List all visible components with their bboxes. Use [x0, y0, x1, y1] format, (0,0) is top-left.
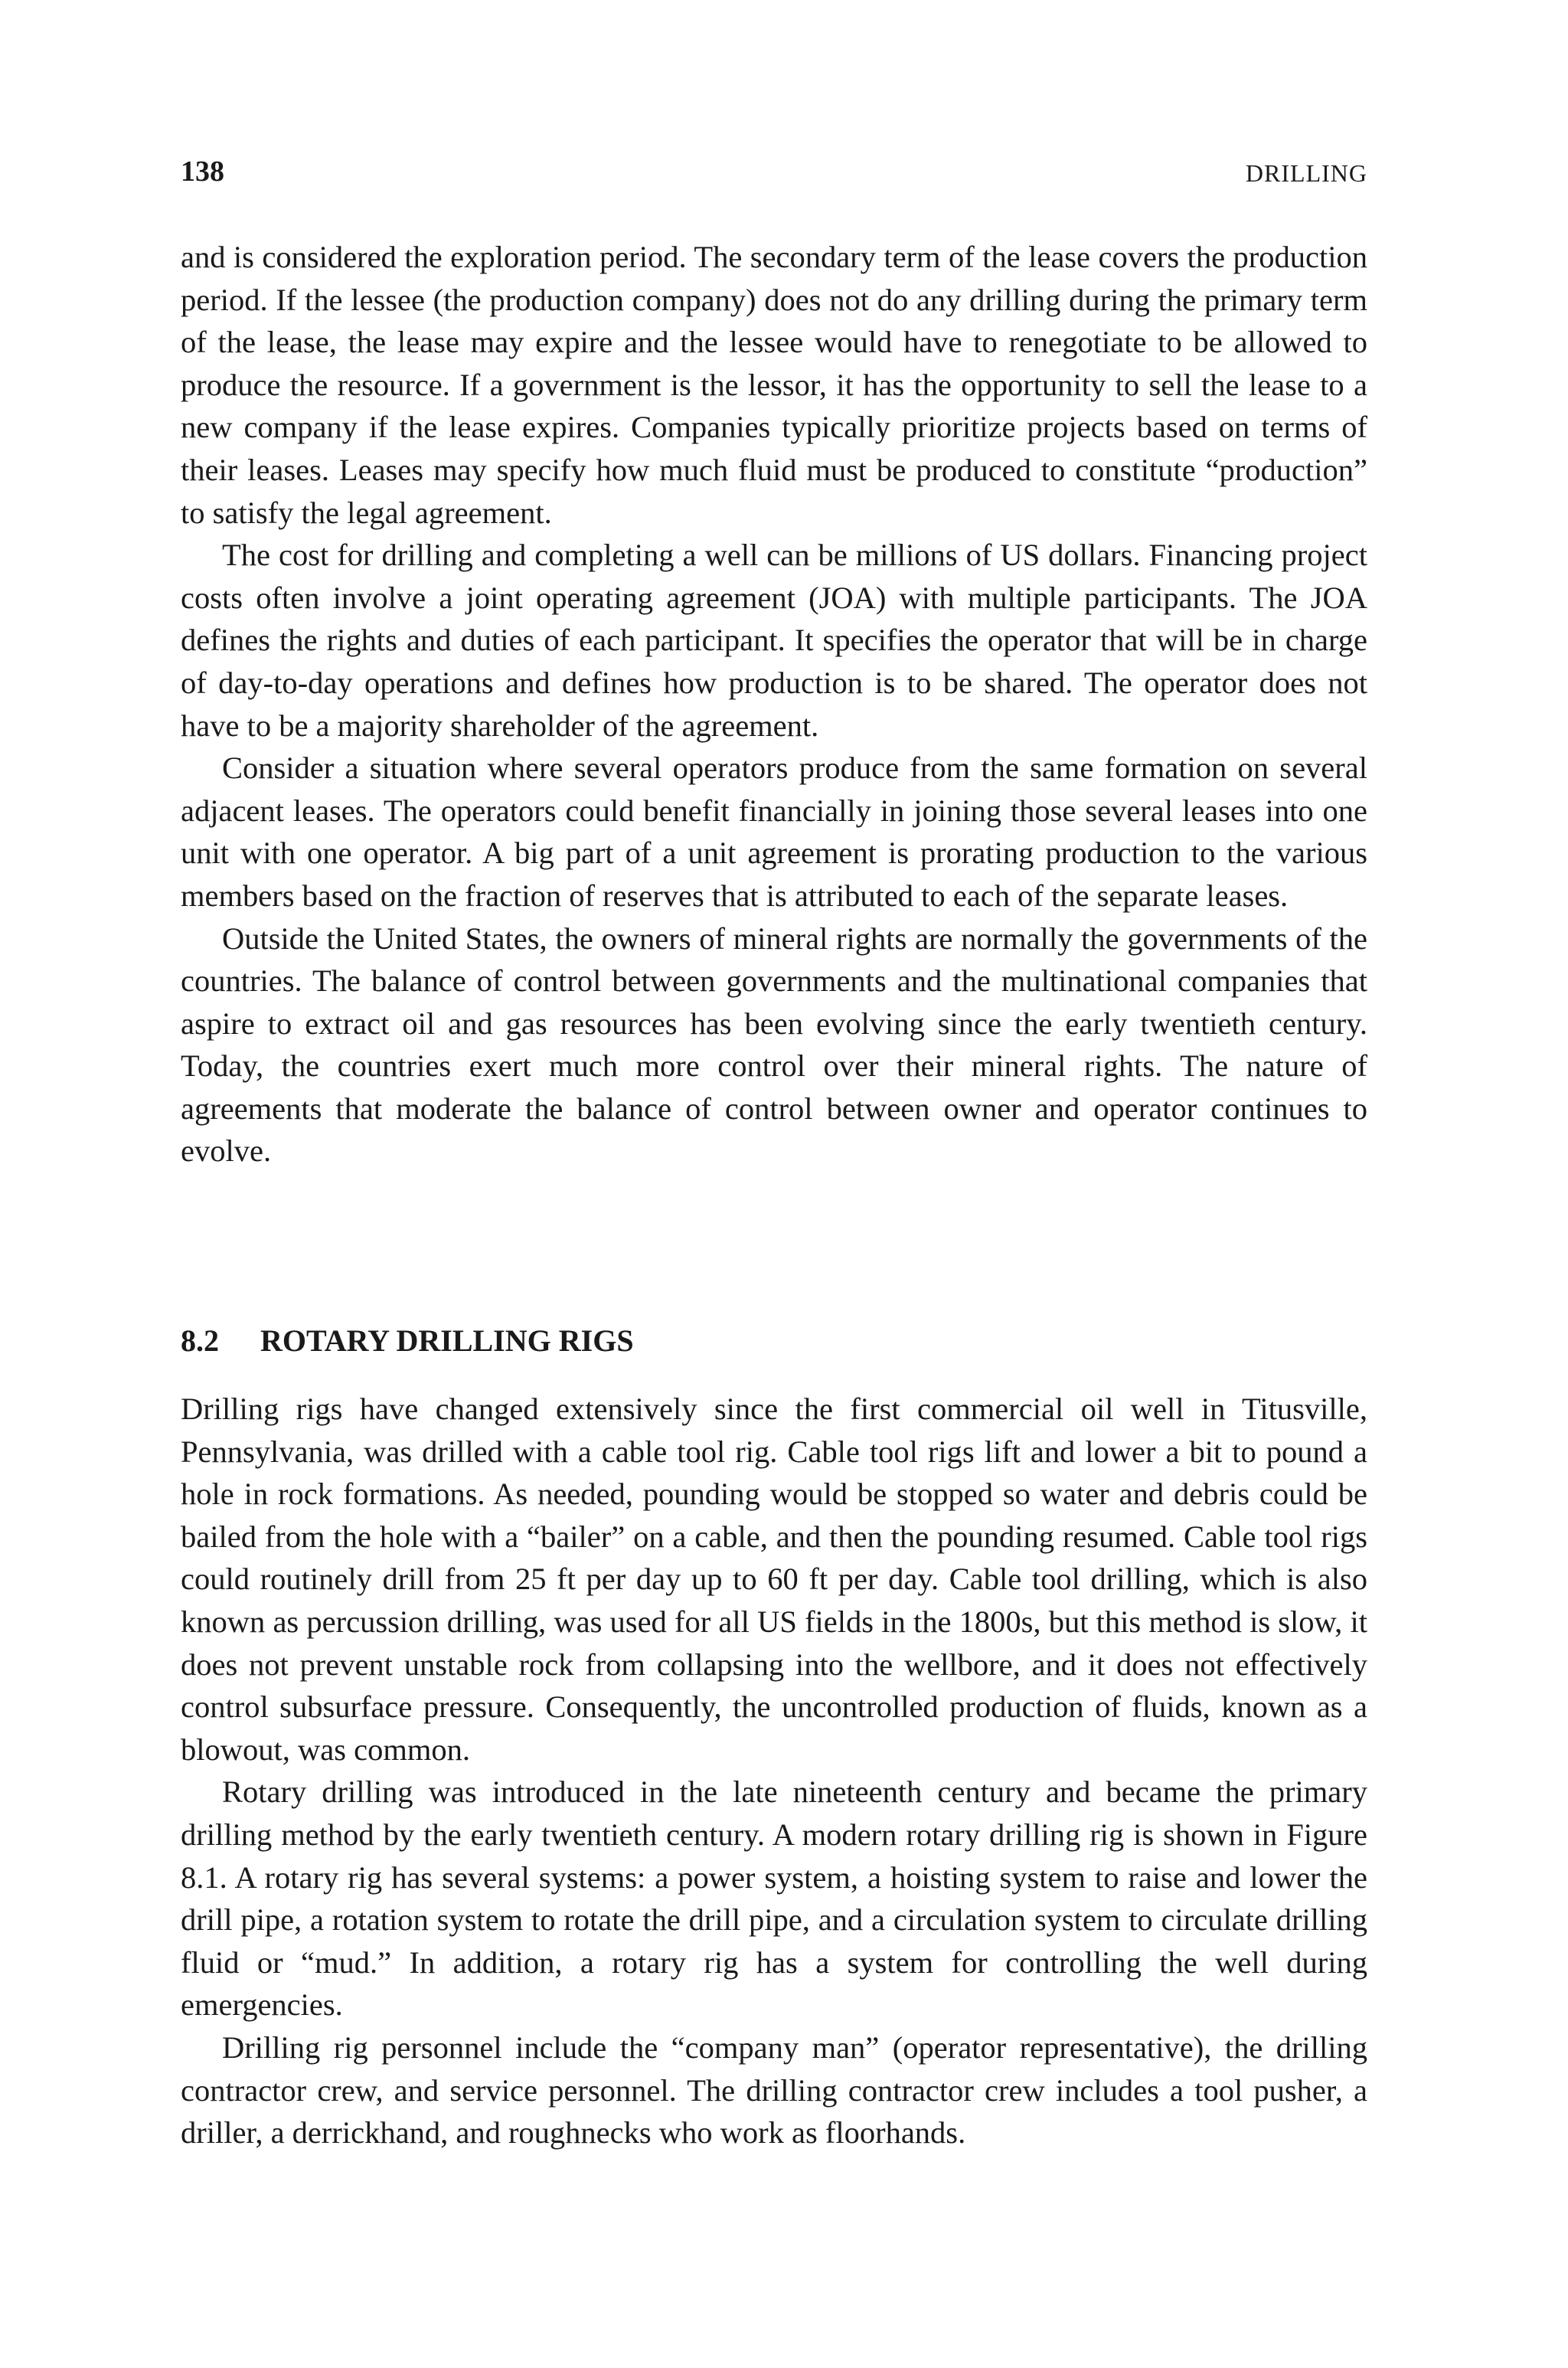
paragraph: Drilling rig personnel include the “company man” (operator representative), the drilling contractor crew, and service personnel. The drilling contractor crew includes a tool pusher, a driller, a derrickhand, and roughnecks who work as floorhands.	[181, 2029, 1367, 2150]
section-title: ROTARY DRILLING RIGS	[260, 1323, 634, 1359]
paragraph: The cost for drilling and completing a well can be millions of US dollars. Financing project costs often involve a joint operating agreement (JOA) with multiple participants. The JOA defines the rights and duties of each participant. It specifies the operator that will be in charge of day-to-day operations and defines how production is to be shared. The operator does not have to be a majority shareholder of the agreement.	[181, 538, 1367, 743]
running-head	[181, 155, 1367, 193]
paragraph: Drilling rigs have changed extensively since the first commercial oil well in Titusville, Pennsylvania, was drilled with a cable tool rig. Cable tool rigs lift and lower a bit to pound a hole in rock formations. As needed, pounding would be stopped so water and debris could be bailed from the hole with a “bailer” on a cable, and then the pounding resumed. Cable tool rigs could routinely drill from 25 ft per day up to 60 ft per day. Cable tool drilling, which is also known as percussion drilling, was used for all US fields in the 1800s, but this method is slow, it does not prevent unstable rock from collapsing into the wellbore, and it does not effectively control subsurface pressure. Consequently, the uncontrolled production of fluids, known as a blowout, was common.	[181, 1392, 1367, 1767]
section-number: 8.2	[181, 1323, 219, 1359]
section-heading	[181, 1323, 634, 1359]
paragraph: Rotary drilling was introduced in the late nineteenth century and became the primary drilling method by the early twentieth century. A modern rotary drilling rig is shown in Figure 8.1. A rotary rig has several systems: a power system, a hoisting system to raise and lower the drill pipe, a rotation system to rotate the drill pipe, and a circulation system to circulate drilling fluid or “mud.” In addition, a rotary rig has a system for controlling the well during emergencies.	[181, 1774, 1367, 2023]
page-number: 138	[181, 155, 224, 188]
paragraph: and is considered the exploration period. The secondary term of the lease covers the production period. If the lessee (the production company) does not do any drilling during the primary term of the lease, the lease may expire and the lessee would have to renegotiate to be allowed to produce the resource. If a government is the lessor, it has the opportunity to sell the lease to a new company if the lease expires. Companies typically prioritize projects based on terms of their leases. Leases may specify how much fluid must be produced to constitute “production” to satisfy the legal agreement.	[181, 240, 1367, 530]
running-title: DRILLING	[1245, 159, 1367, 187]
section-8-2-body	[181, 1388, 1367, 2154]
section-prev-body	[181, 236, 1367, 1173]
paragraph: Outside the United States, the owners of mineral rights are normally the governments of the countries. The balance of control between governments and the multinational companies that aspire to extract oil and gas resources has been evolving since the early twentieth century. Today, the countries exert much more control over their mineral rights. The nature of agreements that moderate the balance of control between owner and operator continues to evolve.	[181, 921, 1367, 1169]
paragraph: Consider a situation where several operators produce from the same formation on several adjacent leases. The operators could benefit financially in joining those several leases into one unit with one operator. A big part of a unit agreement is prorating production to the various members based on the fraction of reserves that is attributed to each of the separate leases.	[181, 751, 1367, 913]
